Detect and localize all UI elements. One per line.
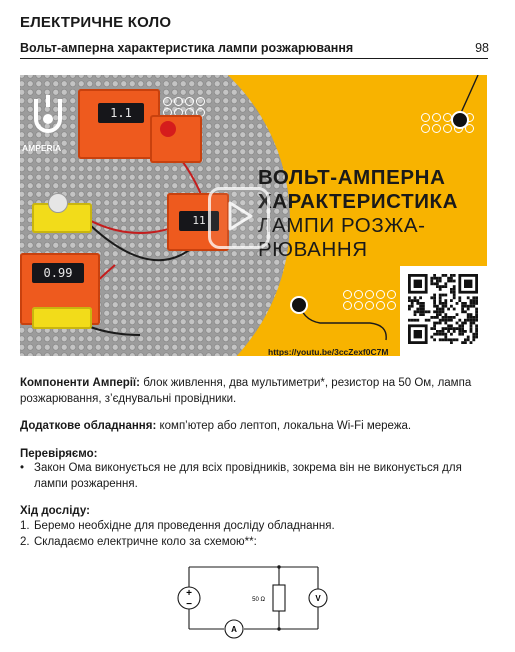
multimeter-display: 0.99 — [32, 263, 84, 283]
equipment-label: Додаткове обладнання: — [20, 420, 157, 432]
header-divider — [20, 58, 488, 59]
list-item-text: Беремо необхідне для проведення досліду обладнання. — [34, 520, 335, 532]
banner-title-line: РЮВАННЯ — [258, 238, 368, 261]
play-button[interactable] — [208, 187, 270, 249]
banner-title-line: ВОЛЬТ-АМПЕРНА — [258, 166, 446, 189]
list-item-text: Закон Ома виконується не для всіх провідників, зокрема він не виконується для лампи розжарення. — [34, 462, 462, 490]
components-label: Компоненти Амперії: — [20, 377, 140, 389]
banner-title-line: ЛАМПИ РОЗЖА- — [258, 214, 426, 237]
qr-code-icon — [400, 266, 487, 356]
video-banner[interactable] — [20, 75, 487, 356]
page-subtitle: Вольт-амперна характеристика лампи розжарювання — [20, 41, 354, 55]
qr-code-panel[interactable] — [400, 266, 487, 356]
voltmeter-label: V — [315, 594, 321, 603]
source-minus: − — [186, 599, 192, 610]
page-number: 98 — [475, 41, 489, 55]
resistor-module — [150, 115, 202, 163]
procedure-steps — [20, 518, 486, 550]
resistor-knob — [160, 121, 176, 137]
section-title: ЕЛЕКТРИЧНЕ КОЛО — [20, 14, 172, 31]
list-item-text: Складаємо електричне коло за схемою**: — [34, 536, 257, 548]
list-item — [20, 460, 486, 492]
play-icon — [211, 190, 267, 246]
source-plus: + — [186, 588, 192, 599]
check-heading: Перевіряємо: — [20, 448, 98, 460]
components-text: блок живлення, два мультиметри*, резистор на 50 Ом, лампа розжарювання, з’єднувальні провідники. — [20, 377, 472, 405]
step-number: 2. — [20, 536, 30, 548]
step-number: 1. — [20, 520, 30, 532]
equipment-paragraph — [20, 418, 490, 434]
banner-title-line: ХАРАКТЕРИСТИКА — [258, 190, 459, 213]
bullet-mark: • — [20, 462, 25, 474]
resistor-label: 50 Ω — [252, 597, 265, 603]
multimeter-display: 1.1 — [98, 103, 144, 123]
equipment-text: комп’ютер або лептоп, локальна Wi-Fi мережа. — [156, 420, 412, 432]
banner-title — [258, 166, 458, 262]
connector-block — [32, 307, 92, 329]
circuit-diagram — [176, 561, 328, 641]
list-item — [20, 534, 486, 550]
video-url[interactable]: https://youtu.be/3ccZexf0C7M — [268, 347, 389, 356]
procedure-heading: Хід досліду: — [20, 505, 90, 517]
multimeter-device — [78, 89, 160, 159]
amperia-logo — [28, 93, 68, 139]
lamp-bulb — [48, 193, 68, 213]
ammeter-label: A — [231, 625, 237, 634]
components-paragraph — [20, 375, 490, 407]
lamp-module — [32, 203, 92, 233]
logo-text: AMPERIA — [22, 143, 62, 153]
connector-pin — [290, 296, 308, 314]
connector-pin — [451, 111, 469, 129]
check-list — [20, 460, 486, 492]
list-item — [20, 518, 486, 534]
multimeter-display: 11 — [179, 211, 219, 231]
